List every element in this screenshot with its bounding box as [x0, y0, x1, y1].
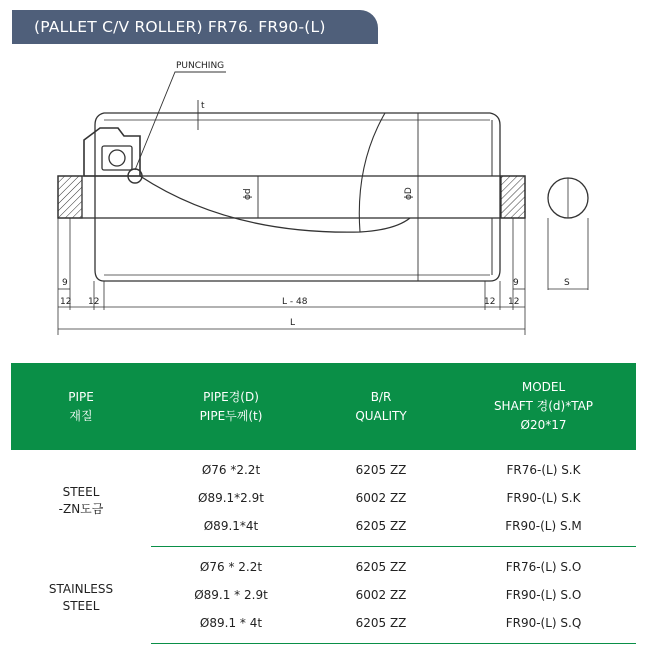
dim-12-right-outer: 12	[508, 297, 520, 307]
material-cell: STEEL -ZN도금	[58, 485, 104, 517]
model-cell: FR76-(L) S.O	[505, 560, 582, 574]
header-pipe-dimensions: PIPE경(D) PIPE두께(t)	[151, 363, 311, 450]
pipe-cell: Ø89.1 * 4t	[151, 609, 311, 644]
left-shaft-end	[58, 176, 82, 218]
shaft-diameter-label: ϕd	[243, 188, 253, 200]
dim-l-minus-48: L - 48	[282, 297, 308, 307]
dim-9-right: 9	[513, 278, 519, 288]
header-pipe-material: PIPE 재질	[11, 363, 151, 450]
bearing-cell: 6002 ZZ	[355, 588, 407, 602]
table-row	[11, 450, 636, 484]
pipe-cell: Ø76 * 2.2t	[199, 560, 263, 574]
header-model: MODEL SHAFT 경(d)*TAP Ø20*17	[451, 363, 636, 450]
model-cell: FR90-(L) S.O	[505, 588, 582, 602]
dim-12-right-inner: 12	[484, 297, 496, 307]
punching-label: PUNCHING	[176, 61, 225, 71]
right-shaft-end	[501, 176, 525, 218]
pipe-cell: Ø89.1 * 2.9t	[194, 588, 268, 602]
bearing-cell: 6205 ZZ	[355, 463, 407, 477]
model-cell: FR90-(L) S.K	[506, 491, 581, 505]
steel-group	[11, 450, 636, 547]
model-cell: FR76-(L) S.K	[506, 463, 581, 477]
spec-table	[11, 363, 636, 644]
dim-12-left-inner: 12	[88, 297, 100, 307]
model-cell: FR90-(L) S.M	[451, 512, 636, 547]
pipe-diameter-label: ϕD	[404, 187, 414, 200]
pipe-cell: Ø89.1*2.9t	[198, 491, 264, 505]
bearing-cell: 6205 ZZ	[311, 609, 451, 644]
table-header-row	[11, 363, 636, 450]
dim-l: L	[290, 318, 296, 328]
bearing-cell: 6205 ZZ	[355, 560, 407, 574]
shaft	[58, 176, 525, 218]
bearing-cell: 6002 ZZ	[355, 491, 407, 505]
dim-s: S	[564, 278, 570, 288]
dim-12-left-outer: 12	[60, 297, 72, 307]
header-bearing-quality: B/R QUALITY	[311, 363, 451, 450]
pipe-cell: Ø76 *2.2t	[201, 463, 261, 477]
thickness-label: t	[201, 101, 205, 111]
material-cell: STAINLESS STEEL	[48, 582, 114, 613]
page-title: (PALLET C/V ROLLER) FR76. FR90-(L)	[12, 10, 378, 44]
bearing-cell: 6205 ZZ	[311, 512, 451, 547]
model-cell: FR90-(L) S.Q	[451, 609, 636, 644]
roller-tube	[95, 113, 500, 281]
table-row	[11, 547, 636, 582]
pipe-cell: Ø89.1*4t	[151, 512, 311, 547]
dim-9-left: 9	[62, 278, 68, 288]
stainless-group	[11, 547, 636, 644]
